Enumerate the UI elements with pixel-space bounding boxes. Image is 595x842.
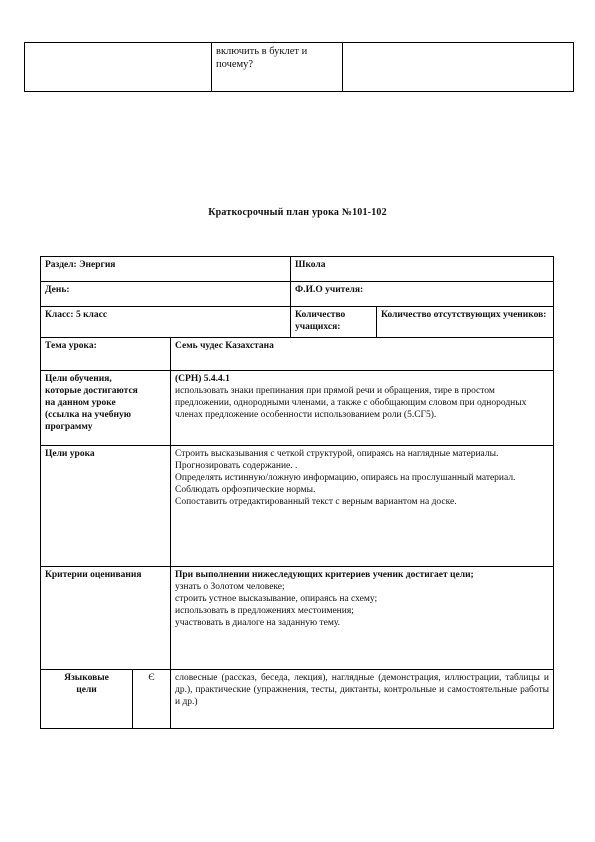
criteria-item: использовать в предложениях местоимения; (175, 606, 354, 616)
fragment-cell-empty-right (343, 43, 574, 92)
objectives-label-line: на данном уроке (45, 398, 116, 408)
topic-label: Тема урока: (45, 341, 97, 351)
criteria-value-cell (171, 567, 554, 670)
goal-item: Строить высказывания с четкой структурой, опираясь на наглядные материалы. (175, 449, 499, 459)
present-count-label: Количество учащихся: (295, 310, 346, 332)
fragment-cell-empty-left (25, 43, 212, 92)
plan-title: Краткосрочный план урока №101-102 (208, 207, 387, 218)
school-label: Школа (295, 260, 326, 270)
goal-item: Сопоставить отредактированный текст с верным вариантом на доске. (175, 497, 457, 507)
row-goals (41, 446, 554, 567)
goals-value-cell (171, 446, 554, 567)
fragment-cell-text (212, 43, 343, 92)
objectives-code: (СРН) 5.4.4.1 (175, 374, 230, 384)
criteria-item: строить устное высказывание, опираясь на схему; (175, 594, 378, 604)
topic-value-cell (171, 338, 554, 371)
school-cell (291, 257, 554, 282)
row-topic (41, 338, 554, 371)
class-label: Класс: 5 класс (45, 310, 108, 320)
day-cell (41, 282, 291, 307)
goals-label: Цели урока (45, 449, 95, 459)
objectives-value-cell (171, 371, 554, 446)
language-goals-text: словесные (рассказ, беседа, лекция), наглядные (демонстрация, иллюстрации, таблицы и др.), практические (упражнения, тесты, диктанты, контрольные и самостоятельные работы и др.) (175, 673, 550, 707)
lesson-plan-table (40, 256, 554, 729)
objectives-label-line: программу (45, 422, 93, 432)
day-label: День: (45, 285, 70, 295)
teacher-cell (291, 282, 554, 307)
previous-table-fragment (24, 42, 574, 92)
language-goals-value-cell (171, 670, 554, 729)
objectives-label-line: Цели обучения, (45, 374, 112, 384)
goal-item: Соблюдать орфоэпические нормы. (175, 485, 316, 495)
objectives-text: использовать знаки препинания при прямой речи и обращения, тире в простом предложении, однородными членами, а также с обобщающим словом при однородных членах предложение особенности использованием роли (5.СГ5). (175, 386, 527, 420)
goal-item: Определять истинную/ложную информацию, опираясь на прослушанный материал. (175, 473, 516, 483)
present-cell (291, 307, 377, 338)
objectives-label-line: (ссылка на учебную (45, 410, 131, 420)
topic-value: Семь чудес Казахстана (175, 341, 274, 351)
fragment-line: включить в буклет и (216, 46, 308, 57)
criteria-label-cell (41, 567, 171, 670)
criteria-intro: При выполнении нижеследующих критериев ученик достигает цели; (175, 570, 474, 580)
criteria-label: Критерии оценивания (45, 570, 142, 580)
row-class (41, 307, 554, 338)
goals-label-cell (41, 446, 171, 567)
section-cell (41, 257, 291, 282)
objectives-label-cell (41, 371, 171, 446)
language-goals-label-line: Языковые (64, 673, 109, 683)
class-cell (41, 307, 291, 338)
objectives-label-line: которые достигаются (45, 386, 138, 396)
fragment-line: почему? (216, 59, 254, 70)
language-goals-marker-cell (133, 670, 171, 729)
section-label: Раздел: Энергия (45, 260, 116, 270)
row-language-goals (41, 670, 554, 729)
row-criteria (41, 567, 554, 670)
bullet-marker: Є (148, 673, 155, 683)
goal-item: Прогнозировать содержание. . (175, 461, 298, 471)
language-goals-label-cell (41, 670, 133, 729)
criteria-item: узнать о Золотом человеке; (175, 582, 285, 592)
topic-label-cell (41, 338, 171, 371)
criteria-item: участвовать в диалоге на заданную тему. (175, 618, 341, 628)
language-goals-label-line: цели (76, 685, 97, 695)
row-objectives (41, 371, 554, 446)
teacher-label: Ф.И.О учителя: (295, 285, 364, 295)
absent-count-label: Количество отсутствующих учеников: (381, 310, 547, 320)
row-day (41, 282, 554, 307)
row-section (41, 257, 554, 282)
absent-cell (377, 307, 554, 338)
